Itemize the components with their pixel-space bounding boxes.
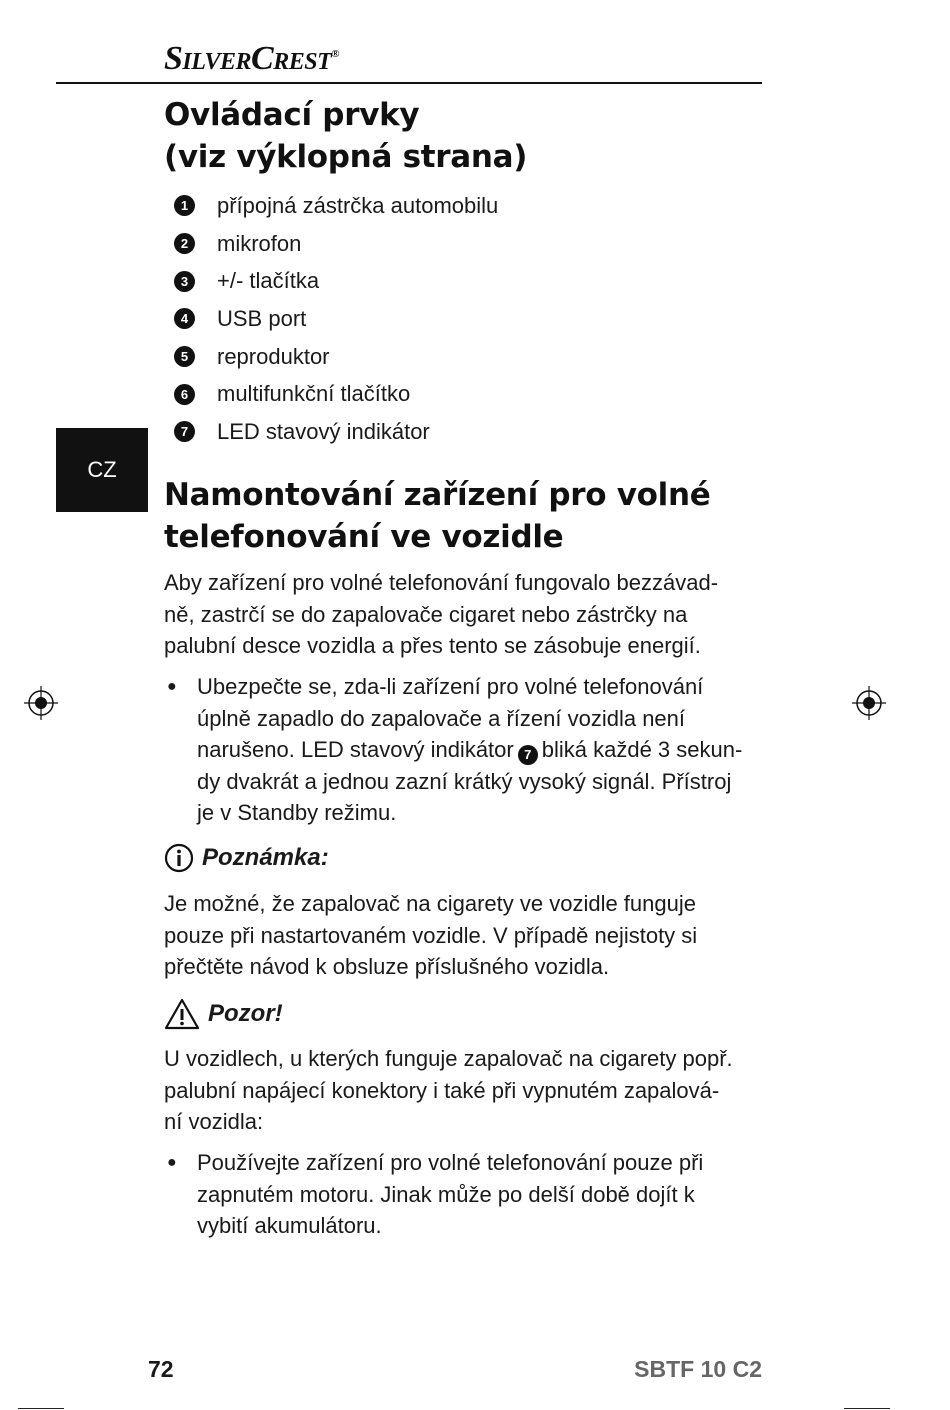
text-line: bliká každé 3 sekun-	[541, 737, 743, 762]
registration-mark-left	[24, 686, 58, 720]
list-item-label: LED stavový indikátor	[217, 418, 430, 444]
number-badge: 5	[174, 346, 195, 367]
brand-name: SilverCrest	[164, 40, 332, 77]
text-line: pouze při nastartovaném vozidle. V případě nejistoty si	[164, 922, 698, 948]
caution-title: Pozor!	[208, 1000, 283, 1027]
text-line: Aby zařízení pro volné telefonování fungovalo bezzávad-	[164, 570, 719, 595]
registered-mark: ®	[331, 48, 339, 60]
caution-text	[164, 1043, 733, 1138]
list-item	[174, 225, 734, 263]
text-line: palubní desce vozidla a přes tento se zásobuje energií.	[164, 633, 701, 658]
list-item-label: reproduktor	[217, 343, 330, 369]
number-badge: 7	[174, 421, 195, 442]
mounting-heading	[164, 474, 711, 558]
bullet-dot: ●	[167, 678, 177, 695]
list-item	[174, 375, 734, 413]
number-badge: 6	[174, 384, 195, 405]
text-line: přečtěte návod k obsluze příslušného vozidla.	[164, 954, 610, 979]
bullet-dot: ●	[167, 1154, 177, 1171]
text-line: vybití akumulátoru.	[197, 1213, 382, 1238]
number-badge: 7	[518, 745, 538, 765]
text-line: ně, zastrčí se do zapalovače cigaret nebo zástrčky na	[164, 601, 688, 627]
model-number: SBTF 10 C2	[634, 1356, 762, 1382]
list-item-label: USB port	[217, 305, 307, 331]
text-line: palubní napájecí konektory i také při vypnutém zapalová-	[164, 1077, 720, 1103]
warning-icon	[164, 998, 200, 1030]
mounting-bullet	[167, 671, 743, 829]
note-heading	[164, 843, 329, 873]
page-number: 72	[148, 1356, 174, 1382]
list-item	[174, 413, 734, 451]
registration-mark-right	[852, 686, 886, 720]
language-tab-label: CZ	[87, 457, 117, 482]
number-badge: 2	[174, 233, 195, 254]
controls-heading	[164, 94, 527, 178]
text-line: narušeno. LED stavový indikátor	[197, 737, 514, 762]
crop-mark-right	[844, 1408, 890, 1409]
controls-heading-line2: (viz výklopná strana)	[164, 139, 528, 175]
brand-logo	[164, 40, 339, 78]
list-item-label: +/- tlačítka	[217, 268, 320, 294]
text-line: Používejte zařízení pro volné telefonování pouze při	[197, 1150, 704, 1175]
controls-heading-line1: Ovládací prvky	[164, 97, 420, 133]
text-line: dy dvakrát a jednou zazní krátký vysoký signál. Přístroj	[197, 768, 732, 794]
list-item-label: přípojná zástrčka automobilu	[217, 192, 499, 218]
number-badge: 4	[174, 308, 195, 329]
header-rule	[56, 82, 762, 84]
text-line: zapnutém motoru. Jinak může po delší době dojít k	[197, 1181, 695, 1207]
list-item	[174, 338, 734, 376]
note-text	[164, 888, 697, 983]
text-line: U vozidlech, u kterých funguje zapalovač na cigarety popř.	[164, 1046, 733, 1071]
number-badge: 3	[174, 271, 195, 292]
info-icon	[164, 843, 194, 873]
caution-heading	[164, 998, 283, 1030]
text-line: Ubezpečte se, zda-li zařízení pro volné telefonování	[197, 674, 704, 699]
caution-bullet	[167, 1147, 704, 1242]
list-item-label: mikrofon	[217, 230, 302, 256]
mounting-heading-line1: Namontování zařízení pro volné	[164, 477, 711, 513]
controls-list	[174, 187, 734, 451]
text-line: Je možné, že zapalovač na cigarety ve vozidle funguje	[164, 891, 696, 916]
mounting-intro	[164, 567, 718, 662]
list-item	[174, 262, 734, 300]
number-badge: 1	[174, 195, 195, 216]
note-title: Poznámka:	[202, 844, 329, 871]
list-item-label: multifunkční tlačítko	[217, 381, 411, 407]
language-tab	[56, 428, 148, 512]
text-line: ní vozidla:	[164, 1109, 264, 1134]
list-item	[174, 187, 734, 225]
text-line: úplně zapadlo do zapalovače a řízení vozidla není	[197, 705, 686, 731]
crop-mark-left	[18, 1408, 64, 1409]
mounting-heading-line2: telefonování ve vozidle	[164, 519, 564, 555]
text-line: je v Standby režimu.	[197, 800, 397, 825]
list-item	[174, 300, 734, 338]
